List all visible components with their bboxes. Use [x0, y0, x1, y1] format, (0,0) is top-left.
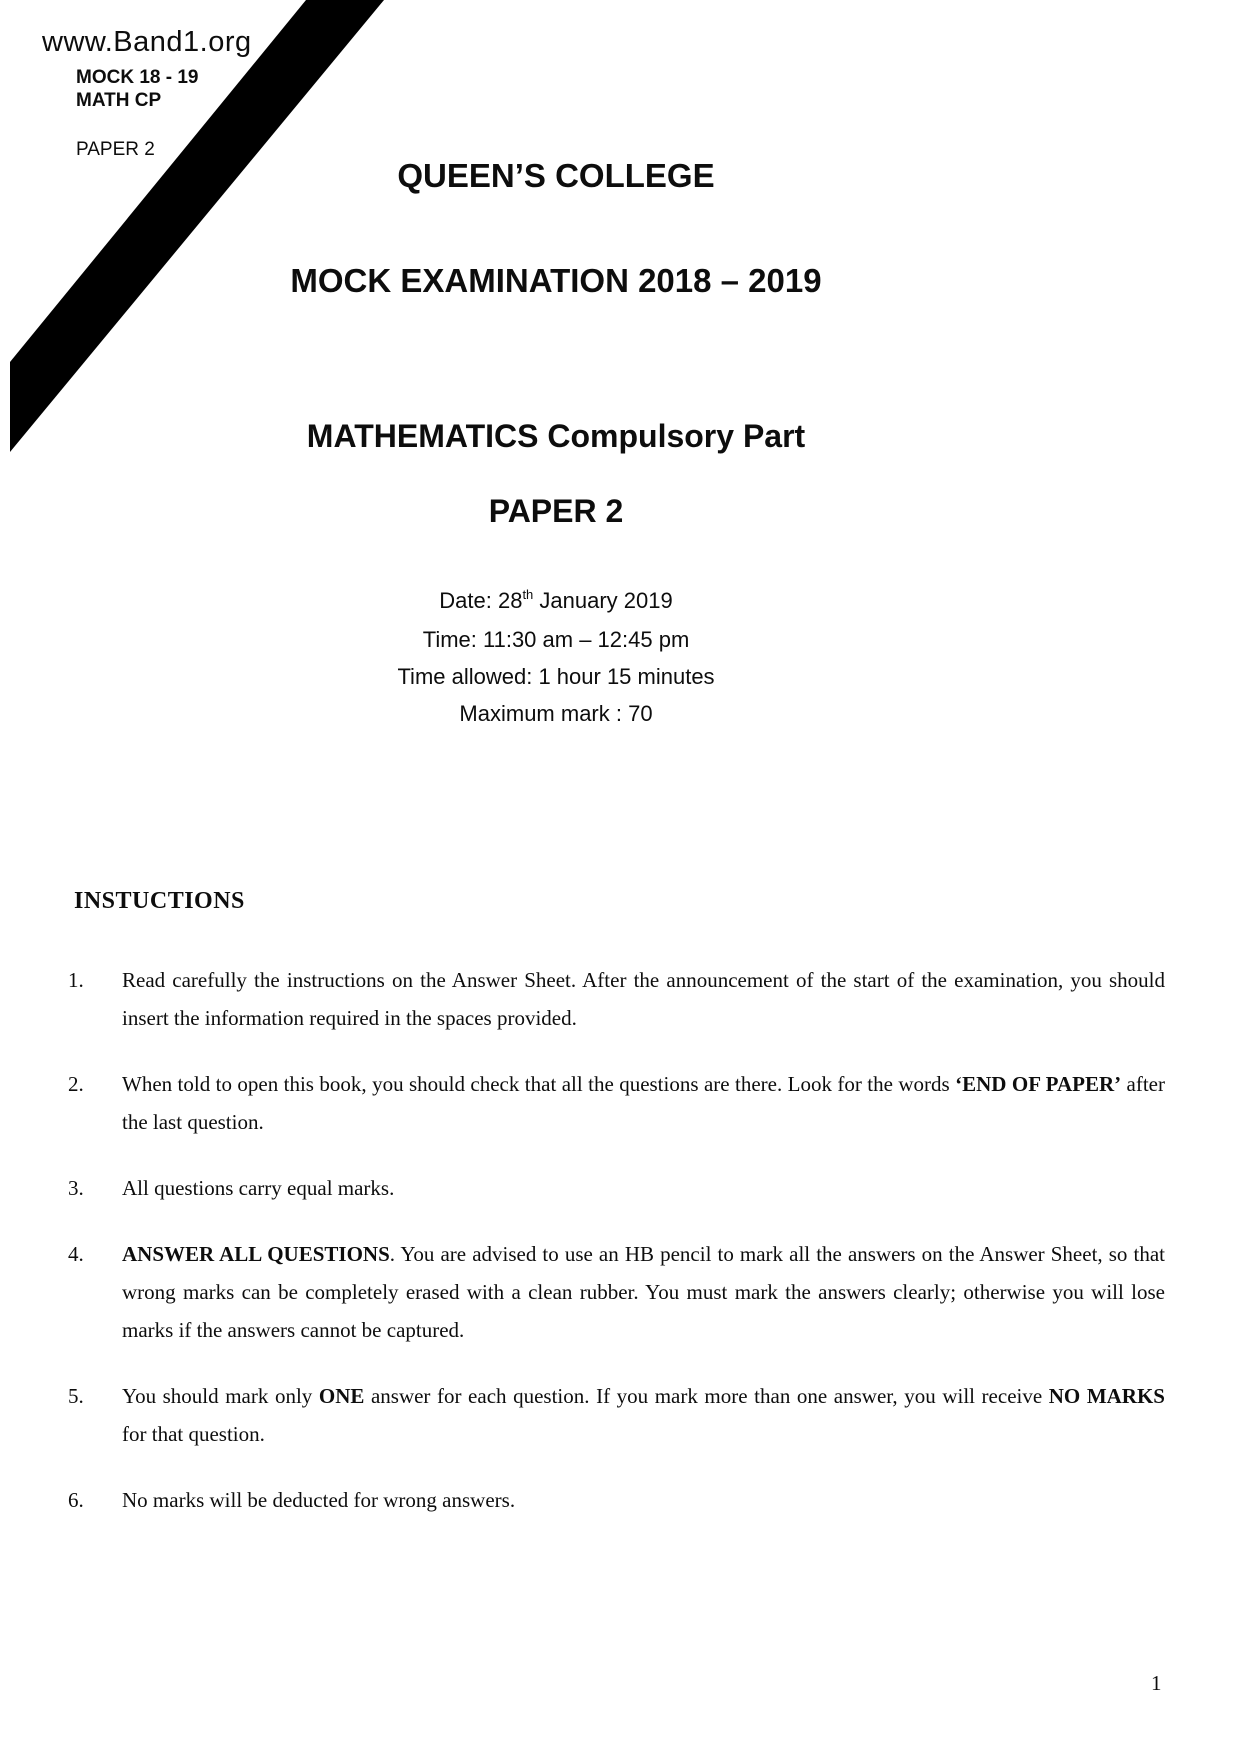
- mock-year-label: MOCK 18 - 19: [76, 67, 199, 88]
- instruction-text: When told to open this book, you should check that all the questions are there. Look for the words ‘END OF PAPER’ after the last question.: [122, 1072, 1165, 1134]
- instructions-list: [68, 961, 1165, 1547]
- max-mark-line: Maximum mark : 70: [459, 701, 653, 726]
- instruction-text: Read carefully the instructions on the Answer Sheet. After the announcement of the start of the examination, you should insert the information required in the spaces provided.: [122, 968, 1165, 1030]
- date-ordinal-suffix: th: [522, 587, 534, 602]
- subject-title: MATHEMATICS Compulsory Part: [306, 418, 806, 454]
- time-allowed-line: Time allowed: 1 hour 15 minutes: [397, 664, 715, 689]
- date-line: [0, 588, 1112, 614]
- corner-block: [76, 66, 198, 161]
- instruction-item: [68, 961, 1165, 1037]
- subject-code-label: MATH CP: [76, 90, 162, 111]
- instruction-number: 1.: [68, 968, 84, 992]
- instruction-number: 4.: [68, 1242, 84, 1266]
- instruction-item: [68, 1235, 1165, 1349]
- college-title: QUEEN’S COLLEGE: [397, 157, 715, 194]
- instruction-number: 5.: [68, 1384, 84, 1408]
- date-suffix: January 2019: [533, 588, 673, 613]
- instruction-text: No marks will be deducted for wrong answers.: [122, 1488, 516, 1512]
- instruction-number: 2.: [68, 1072, 84, 1096]
- corner-paper-label: PAPER 2: [76, 139, 155, 160]
- instruction-item: [68, 1169, 1165, 1207]
- instruction-item: [68, 1481, 1165, 1519]
- date-prefix: Date: 28: [439, 588, 523, 613]
- instruction-number: 3.: [68, 1176, 84, 1200]
- exam-title: MOCK EXAMINATION 2018 – 2019: [290, 262, 822, 299]
- instruction-number: 6.: [68, 1488, 84, 1512]
- time-line: Time: 11:30 am – 12:45 pm: [422, 627, 690, 652]
- instruction-item: [68, 1065, 1165, 1141]
- instruction-text: All questions carry equal marks.: [122, 1176, 395, 1200]
- page-number: 1: [1151, 1671, 1162, 1695]
- site-watermark: www.Band1.org: [42, 26, 252, 58]
- paper-title: PAPER 2: [488, 493, 624, 529]
- instruction-text: You should mark only ONE answer for each question. If you mark more than one answer, you will receive NO MARKS for that question.: [122, 1384, 1165, 1446]
- instructions-heading: INSTUCTIONS: [74, 888, 245, 914]
- instruction-text: ANSWER ALL QUESTIONS. You are advised to use an HB pencil to mark all the answers on the Answer Sheet, so that wrong marks can be completely erased with a clean rubber. You must mark the answers clearly; otherwise you will lose marks if the answers cannot be captured.: [122, 1242, 1165, 1342]
- instruction-item: [68, 1377, 1165, 1453]
